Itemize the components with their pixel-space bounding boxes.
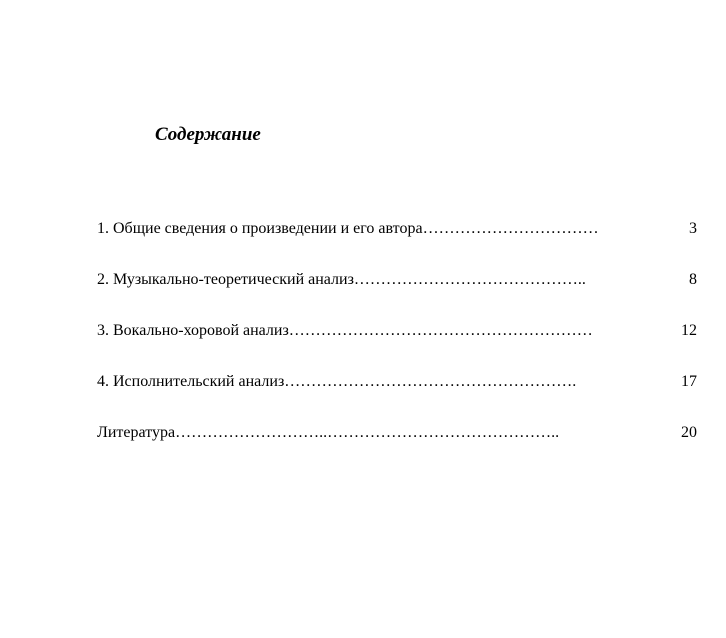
toc-entry-leader: ………………………………………………… bbox=[288, 322, 593, 339]
toc-entry-leader: …………………………… bbox=[422, 220, 599, 237]
toc-entry-3 bbox=[97, 319, 697, 343]
toc-entry-label: Литература bbox=[97, 424, 176, 441]
toc-entry-page: 8 bbox=[689, 271, 697, 288]
toc-entry-5 bbox=[97, 421, 697, 445]
toc-entry-4 bbox=[97, 370, 697, 394]
toc-entry-2 bbox=[97, 268, 697, 292]
toc-entry-label: 4. Исполнительский анализ bbox=[97, 373, 285, 390]
toc-entry-page: 12 bbox=[681, 322, 697, 339]
toc-entry-1 bbox=[97, 217, 697, 241]
toc-entry-leader: ………………………..…………………………………….. bbox=[175, 424, 560, 441]
toc-entry-leader: ………………………………………………. bbox=[284, 373, 577, 390]
toc-entry-label: 1. Общие сведения о произведении и его автора bbox=[97, 220, 423, 237]
toc-entry-page: 20 bbox=[681, 424, 697, 441]
toc-entry-leader: …………………………………….. bbox=[353, 271, 586, 288]
toc-title: Содержание bbox=[155, 124, 261, 145]
toc-entry-page: 3 bbox=[689, 220, 697, 237]
toc-entry-page: 17 bbox=[681, 373, 697, 390]
toc-entry-label: 2. Музыкально-теоретический анализ bbox=[97, 271, 354, 288]
toc-entry-label: 3. Вокально-хоровой анализ bbox=[97, 322, 289, 339]
